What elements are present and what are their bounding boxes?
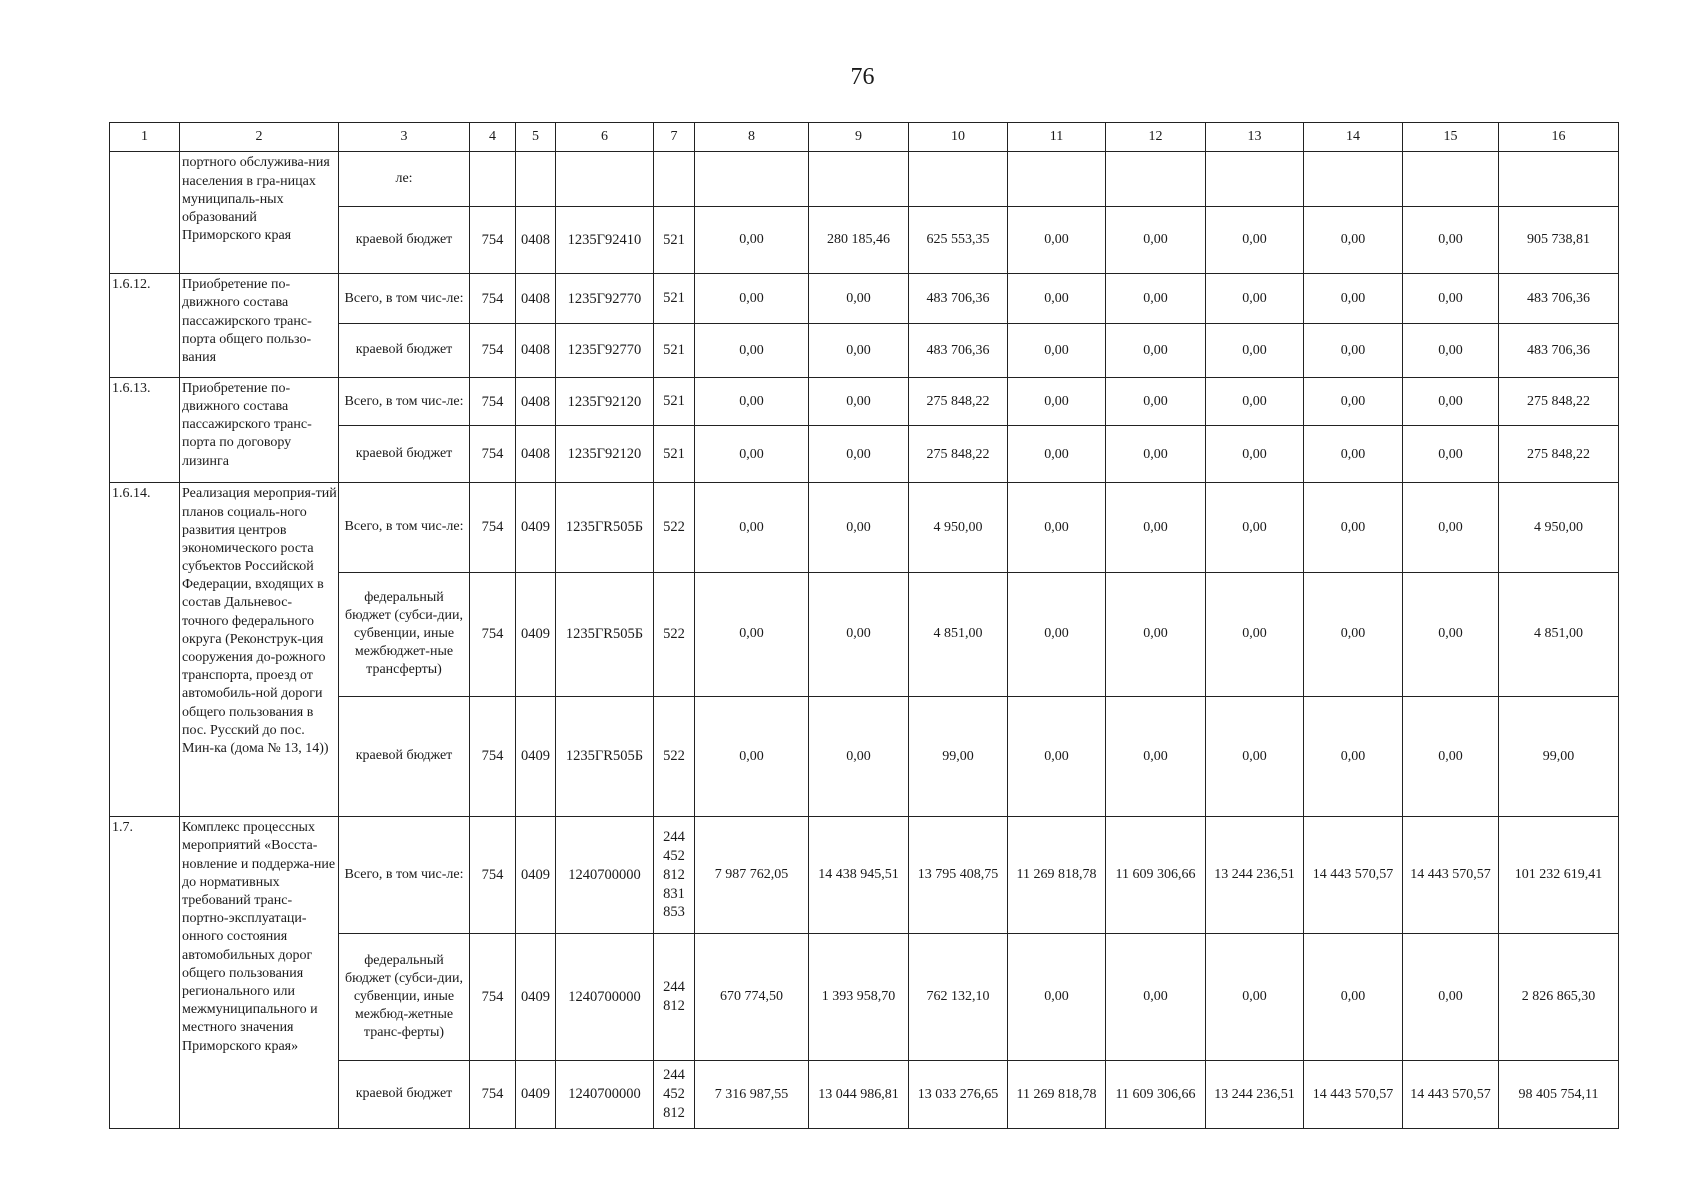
amount-cell: 0,00 — [1403, 323, 1499, 377]
column-header: 13 — [1206, 123, 1304, 152]
expense-type-cell: 244 452 812 831 853 — [654, 817, 695, 934]
amount-cell — [1206, 152, 1304, 207]
amount-cell: 1 393 958,70 — [809, 934, 909, 1061]
code-cell: 754 — [470, 274, 516, 324]
expense-type-cell: 521 — [654, 323, 695, 377]
item-number-cell: 1.7. — [110, 817, 180, 1129]
expense-type-cell: 522 — [654, 696, 695, 817]
amount-cell: 0,00 — [1304, 274, 1403, 324]
amount-cell: 0,00 — [1403, 207, 1499, 274]
total-amount-cell: 4 950,00 — [1499, 483, 1619, 572]
code-cell: 1235ГR505Б — [556, 483, 654, 572]
amount-cell: 0,00 — [1304, 323, 1403, 377]
amount-cell: 0,00 — [1008, 207, 1106, 274]
column-header-row — [110, 123, 1619, 152]
amount-cell: 0,00 — [1106, 696, 1206, 817]
amount-cell: 0,00 — [1304, 572, 1403, 696]
total-amount-cell: 101 232 619,41 — [1499, 817, 1619, 934]
code-cell: 0408 — [516, 274, 556, 324]
column-header: 2 — [180, 123, 339, 152]
item-number-cell: 1.6.13. — [110, 377, 180, 483]
amount-cell — [909, 152, 1008, 207]
item-name-cell: Приобретение по-движного состава пассажирского транс-порта общего пользо-вания — [180, 274, 339, 378]
amount-cell: 14 438 945,51 — [809, 817, 909, 934]
total-amount-cell: 275 848,22 — [1499, 377, 1619, 426]
code-cell: 1235ГR505Б — [556, 696, 654, 817]
amount-cell: 0,00 — [1008, 483, 1106, 572]
code-cell: 1240700000 — [556, 934, 654, 1061]
amount-cell: 0,00 — [1403, 934, 1499, 1061]
item-name-cell: Реализация мероприя-тий планов социаль-ного развития центров экономического роста субъектов Российской Федерации, входящих в состав Дальневос-точного федерального округа (Реконструк-ция сооружения до-рожного транспорта, проезд от автомобиль-ной дороги общего пользования в пос. Русский до пос. Мин-ка (дома № 13, 14)) — [180, 483, 339, 817]
table-row — [110, 817, 1619, 934]
amount-cell: 13 033 276,65 — [909, 1060, 1008, 1128]
code-cell: 1240700000 — [556, 1060, 654, 1128]
code-cell — [516, 152, 556, 207]
amount-cell: 0,00 — [1403, 572, 1499, 696]
expense-type-cell: 522 — [654, 483, 695, 572]
amount-cell: 0,00 — [695, 377, 809, 426]
item-name-cell: Приобретение по-движного состава пассажирского транс-порта по договору лизинга — [180, 377, 339, 483]
amount-cell: 0,00 — [1403, 483, 1499, 572]
amount-cell: 0,00 — [809, 274, 909, 324]
amount-cell: 0,00 — [1206, 934, 1304, 1061]
code-cell: 1240700000 — [556, 817, 654, 934]
amount-cell: 0,00 — [809, 323, 909, 377]
amount-cell: 0,00 — [1206, 274, 1304, 324]
amount-cell: 0,00 — [809, 572, 909, 696]
code-cell: 0409 — [516, 483, 556, 572]
amount-cell: 625 553,35 — [909, 207, 1008, 274]
amount-cell: 483 706,36 — [909, 323, 1008, 377]
amount-cell: 670 774,50 — [695, 934, 809, 1061]
column-header: 16 — [1499, 123, 1619, 152]
code-cell: 754 — [470, 207, 516, 274]
amount-cell: 14 443 570,57 — [1403, 817, 1499, 934]
amount-cell: 0,00 — [1008, 934, 1106, 1061]
total-amount-cell: 483 706,36 — [1499, 323, 1619, 377]
code-cell: 754 — [470, 1060, 516, 1128]
amount-cell: 13 244 236,51 — [1206, 817, 1304, 934]
amount-cell: 275 848,22 — [909, 377, 1008, 426]
amount-cell: 0,00 — [1304, 934, 1403, 1061]
funding-source-cell: краевой бюджет — [339, 696, 470, 817]
funding-source-cell: краевой бюджет — [339, 207, 470, 274]
code-cell: 1235Г92770 — [556, 274, 654, 324]
item-number-cell: 1.6.14. — [110, 483, 180, 817]
code-cell: 0408 — [516, 377, 556, 426]
expense-type-cell: 521 — [654, 377, 695, 426]
column-header: 10 — [909, 123, 1008, 152]
code-cell: 0409 — [516, 1060, 556, 1128]
amount-cell: 0,00 — [695, 696, 809, 817]
amount-cell: 0,00 — [695, 323, 809, 377]
funding-source-cell: краевой бюджет — [339, 426, 470, 483]
amount-cell: 11 609 306,66 — [1106, 1060, 1206, 1128]
funding-source-cell: Всего, в том чис-ле: — [339, 817, 470, 934]
item-number-cell — [110, 152, 180, 274]
code-cell: 1235Г92120 — [556, 426, 654, 483]
amount-cell — [1106, 152, 1206, 207]
amount-cell: 13 795 408,75 — [909, 817, 1008, 934]
code-cell: 1235Г92770 — [556, 323, 654, 377]
amount-cell: 0,00 — [1206, 572, 1304, 696]
amount-cell: 11 269 818,78 — [1008, 1060, 1106, 1128]
total-amount-cell: 275 848,22 — [1499, 426, 1619, 483]
amount-cell: 0,00 — [1008, 696, 1106, 817]
budget-table — [109, 122, 1619, 1129]
code-cell: 754 — [470, 696, 516, 817]
funding-source-cell: ле: — [339, 152, 470, 207]
code-cell — [556, 152, 654, 207]
amount-cell: 0,00 — [1008, 426, 1106, 483]
amount-cell: 280 185,46 — [809, 207, 909, 274]
funding-source-cell: федеральный бюджет (субси-дии, субвенции, иные межбюд-жетные транс-ферты) — [339, 934, 470, 1061]
code-cell: 0409 — [516, 934, 556, 1061]
total-amount-cell — [1499, 152, 1619, 207]
amount-cell: 483 706,36 — [909, 274, 1008, 324]
column-header: 3 — [339, 123, 470, 152]
total-amount-cell: 4 851,00 — [1499, 572, 1619, 696]
amount-cell: 0,00 — [1106, 483, 1206, 572]
amount-cell — [1403, 152, 1499, 207]
funding-source-cell: Всего, в том чис-ле: — [339, 274, 470, 324]
amount-cell — [1304, 152, 1403, 207]
funding-source-cell: Всего, в том чис-ле: — [339, 377, 470, 426]
expense-type-cell: 244 452 812 — [654, 1060, 695, 1128]
amount-cell: 0,00 — [695, 426, 809, 483]
amount-cell: 13 244 236,51 — [1206, 1060, 1304, 1128]
code-cell: 0409 — [516, 817, 556, 934]
funding-source-cell: краевой бюджет — [339, 1060, 470, 1128]
amount-cell: 0,00 — [1206, 323, 1304, 377]
total-amount-cell: 2 826 865,30 — [1499, 934, 1619, 1061]
code-cell: 754 — [470, 934, 516, 1061]
amount-cell: 0,00 — [695, 274, 809, 324]
amount-cell: 0,00 — [809, 426, 909, 483]
column-header: 6 — [556, 123, 654, 152]
table-row — [110, 152, 1619, 207]
code-cell — [470, 152, 516, 207]
expense-type-cell: 522 — [654, 572, 695, 696]
expense-type-cell: 521 — [654, 207, 695, 274]
code-cell: 0408 — [516, 207, 556, 274]
amount-cell: 0,00 — [809, 377, 909, 426]
amount-cell: 0,00 — [1106, 934, 1206, 1061]
amount-cell: 4 950,00 — [909, 483, 1008, 572]
code-cell: 754 — [470, 323, 516, 377]
amount-cell: 0,00 — [1106, 207, 1206, 274]
amount-cell: 7 316 987,55 — [695, 1060, 809, 1128]
amount-cell: 0,00 — [1008, 572, 1106, 696]
amount-cell — [809, 152, 909, 207]
amount-cell: 0,00 — [1206, 426, 1304, 483]
total-amount-cell: 483 706,36 — [1499, 274, 1619, 324]
amount-cell — [1008, 152, 1106, 207]
amount-cell: 0,00 — [1106, 572, 1206, 696]
amount-cell: 0,00 — [1403, 696, 1499, 817]
amount-cell: 0,00 — [1106, 274, 1206, 324]
amount-cell: 0,00 — [1106, 377, 1206, 426]
code-cell: 0409 — [516, 696, 556, 817]
amount-cell: 11 269 818,78 — [1008, 817, 1106, 934]
column-header: 7 — [654, 123, 695, 152]
amount-cell: 0,00 — [1206, 696, 1304, 817]
code-cell: 0408 — [516, 323, 556, 377]
item-number-cell: 1.6.12. — [110, 274, 180, 378]
code-cell: 0409 — [516, 572, 556, 696]
amount-cell: 0,00 — [809, 696, 909, 817]
amount-cell: 0,00 — [1008, 323, 1106, 377]
column-header: 5 — [516, 123, 556, 152]
amount-cell: 0,00 — [1403, 377, 1499, 426]
amount-cell: 0,00 — [1106, 426, 1206, 483]
amount-cell: 14 443 570,57 — [1304, 817, 1403, 934]
amount-cell — [695, 152, 809, 207]
expense-type-cell: 521 — [654, 426, 695, 483]
amount-cell: 0,00 — [1206, 483, 1304, 572]
column-header: 14 — [1304, 123, 1403, 152]
funding-source-cell: Всего, в том чис-ле: — [339, 483, 470, 572]
item-name-cell: портного обслужива-ния населения в гра-ницах муниципаль-ных образований Приморского края — [180, 152, 339, 274]
item-name-cell: Комплекс процессных мероприятий «Восста-новление и поддержа-ние до нормативных требований транс-портно-эксплуатаци-онного состояния автомобильных дорог общего пользования регионального или межмуниципального и местного значения Приморского края» — [180, 817, 339, 1129]
amount-cell: 14 443 570,57 — [1304, 1060, 1403, 1128]
column-header: 12 — [1106, 123, 1206, 152]
code-cell: 1235Г92120 — [556, 377, 654, 426]
column-header: 15 — [1403, 123, 1499, 152]
amount-cell: 0,00 — [1304, 426, 1403, 483]
amount-cell: 0,00 — [695, 483, 809, 572]
amount-cell: 0,00 — [1403, 426, 1499, 483]
amount-cell: 0,00 — [1008, 274, 1106, 324]
amount-cell: 99,00 — [909, 696, 1008, 817]
amount-cell: 0,00 — [695, 572, 809, 696]
total-amount-cell: 98 405 754,11 — [1499, 1060, 1619, 1128]
code-cell: 754 — [470, 426, 516, 483]
code-cell: 754 — [470, 377, 516, 426]
amount-cell: 0,00 — [1304, 696, 1403, 817]
amount-cell: 11 609 306,66 — [1106, 817, 1206, 934]
column-header: 8 — [695, 123, 809, 152]
column-header: 4 — [470, 123, 516, 152]
amount-cell: 0,00 — [809, 483, 909, 572]
column-header: 11 — [1008, 123, 1106, 152]
table-body — [110, 152, 1619, 1129]
table-row — [110, 274, 1619, 324]
table-row — [110, 483, 1619, 572]
amount-cell: 762 132,10 — [909, 934, 1008, 1061]
funding-source-cell: федеральный бюджет (субси-дии, субвенции, иные межбюджет-ные трансферты) — [339, 572, 470, 696]
amount-cell: 0,00 — [695, 207, 809, 274]
expense-type-cell — [654, 152, 695, 207]
amount-cell: 275 848,22 — [909, 426, 1008, 483]
amount-cell: 0,00 — [1304, 377, 1403, 426]
code-cell: 754 — [470, 572, 516, 696]
amount-cell: 7 987 762,05 — [695, 817, 809, 934]
table-row — [110, 377, 1619, 426]
total-amount-cell: 905 738,81 — [1499, 207, 1619, 274]
code-cell: 1235Г92410 — [556, 207, 654, 274]
amount-cell: 0,00 — [1008, 377, 1106, 426]
code-cell: 754 — [470, 483, 516, 572]
amount-cell: 0,00 — [1206, 207, 1304, 274]
amount-cell: 0,00 — [1304, 207, 1403, 274]
funding-source-cell: краевой бюджет — [339, 323, 470, 377]
total-amount-cell: 99,00 — [1499, 696, 1619, 817]
code-cell: 754 — [470, 817, 516, 934]
amount-cell: 0,00 — [1106, 323, 1206, 377]
amount-cell: 4 851,00 — [909, 572, 1008, 696]
code-cell: 0408 — [516, 426, 556, 483]
amount-cell: 13 044 986,81 — [809, 1060, 909, 1128]
expense-type-cell: 244 812 — [654, 934, 695, 1061]
amount-cell: 0,00 — [1206, 377, 1304, 426]
amount-cell: 0,00 — [1304, 483, 1403, 572]
amount-cell: 14 443 570,57 — [1403, 1060, 1499, 1128]
page-number: 76 — [850, 64, 875, 90]
expense-type-cell: 521 — [654, 274, 695, 324]
column-header: 1 — [110, 123, 180, 152]
amount-cell: 0,00 — [1403, 274, 1499, 324]
code-cell: 1235ГR505Б — [556, 572, 654, 696]
column-header: 9 — [809, 123, 909, 152]
